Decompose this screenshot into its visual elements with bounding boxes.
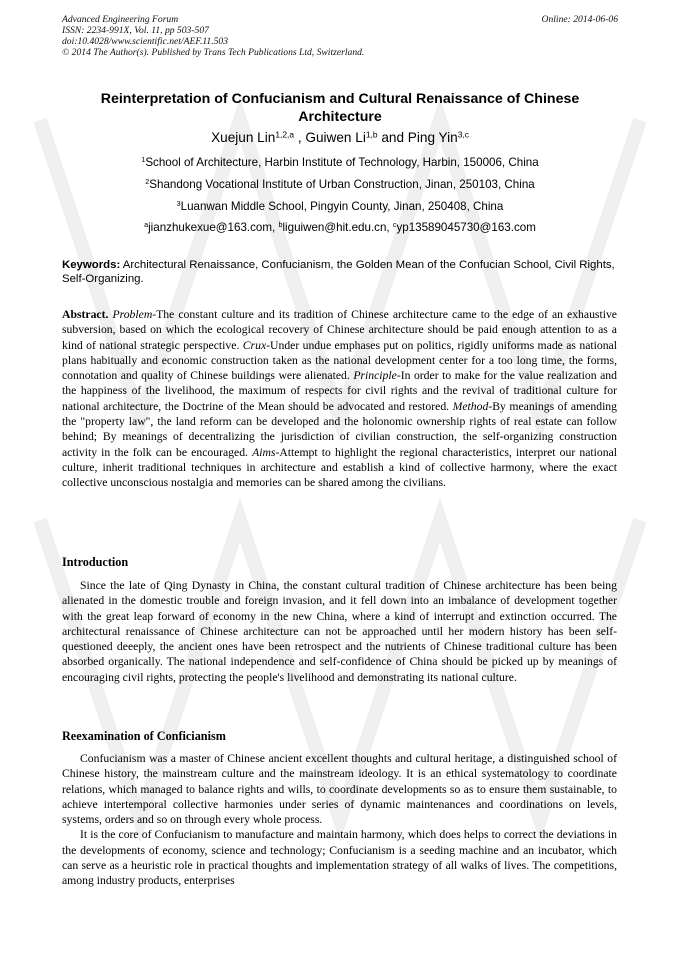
author-separator: ,	[294, 130, 306, 145]
email-address: jianzhukexue@163.com,	[148, 221, 279, 234]
email-sup: c	[392, 220, 397, 230]
abstract-principle-label: Principle	[353, 369, 397, 383]
abstract-method-text: -By meanings of amending the "property law", the land reform can be developed and the holonomic ownership rights of real estate can follow behind; By meanings of decentralizing the jurisdiction of civilian construction, the self-organizing construction activity in the folk can be encouraged.	[62, 399, 617, 459]
abstract-crux-label: Crux	[242, 338, 267, 352]
abstract-label: Abstract.	[62, 308, 109, 321]
author-sup: 1,b	[365, 129, 378, 140]
author-separator: and	[377, 130, 408, 145]
keywords-label: Keywords:	[62, 259, 121, 271]
abstract-problem-label: Problem	[112, 308, 153, 321]
author-name: Xuejun Lin	[211, 130, 276, 145]
abstract-principle-text: -In order to make for the value realization and the happiness of the livelihood, the maximum of respects for civil rights and the revival of traditional culture for national architecture, the Doctrine of the Mean should be advocated and restored.	[62, 369, 617, 413]
reexamination-body	[62, 751, 617, 889]
email-sup: a	[144, 220, 149, 230]
reexamination-paragraph: It is the core of Confucianism to manufacture and maintain harmony, which does helps to correct the deviations in the developments of economy, science and technology; Confucianism is a seeding machine and an incubator, which can serve as a heuristic role in practical thoughts and implementation strategy of all walks of lives. The competitions, among industry products, enterprises	[62, 828, 617, 888]
abstract-problem-text: -The constant culture and its tradition of Chinese architecture came to the edge of an exhaustive subversion, based on which the ecological recovery of Chinese architecture should be paid enough attention to as a kind of national strategic perspective.	[62, 308, 617, 352]
section-heading-reexamination: Reexamination of Conficianism	[62, 729, 226, 743]
paper-title: Reinterpretation of Confucianism and Cultural Renaissance of Chinese Architecture	[100, 91, 580, 125]
abstract	[62, 307, 617, 491]
affiliation-sup: 2	[145, 177, 150, 187]
journal-doi: doi:10.4028/www.scientific.net/AEF.11.503	[62, 36, 229, 47]
email-address: yp13589045730@163.com	[396, 221, 536, 234]
author-sup: 3,c	[457, 129, 469, 140]
affiliation-text: School of Architecture, Harbin Institute of Technology, Harbin, 150006, China	[145, 156, 539, 169]
author-name: Ping Yin	[407, 130, 458, 145]
abstract-aims-text: -Attempt to highlight the regional characteristics, interpret our national culture, inherit traditional techniques in architecture and establish a kind of collective harmony, where the exact collective unconscious nostalgia and memories can be shared among the civilians.	[62, 445, 618, 490]
email-sup: b	[278, 220, 283, 230]
email-line	[62, 221, 618, 235]
affiliation-text: Luanwan Middle School, Pingyin County, Jinan, 250408, China	[180, 200, 504, 213]
journal-issn: ISSN: 2234-991X, Vol. 11, pp 503-507	[62, 25, 209, 36]
journal-name: Advanced Engineering Forum	[62, 14, 179, 25]
online-date: Online: 2014-06-06	[541, 14, 618, 25]
abstract-aims-label: Aims	[252, 445, 276, 459]
email-address: liguiwen@hit.edu.cn,	[282, 221, 393, 234]
keywords-text: Architectural Renaissance, Confucianism, the Golden Mean of the Confucian School, Civil Rights, Self-Organizing.	[62, 259, 615, 285]
section-heading-introduction: Introduction	[62, 555, 129, 569]
affiliation-text: Shandong Vocational Institute of Urban Construction, Jinan, 250103, China	[149, 178, 535, 191]
keywords	[62, 258, 618, 286]
introduction-body	[62, 578, 617, 685]
journal-header	[62, 14, 618, 58]
introduction-paragraph: Since the late of Qing Dynasty in China, the constant cultural tradition of Chinese architecture has been being alienated in the domestic trouble and foreign invasion, and it fell down into an imbalance of development together with the great leap forward of economy in the new China, where a kind of interrupt and extinction occurred. The architectural renaissance of Chinese architecture can not be approached until her modern history has been self-questioned deeeply, the ancient ones have been retrospect and the nutrients of Chinese traditional culture has been absorbed organically. The national independence and self-confidence of China should be picked up by meanings of encouraging civil rights, protecting the people's livelihood and demonstrating its national culture.	[62, 579, 617, 684]
affiliation	[62, 156, 618, 170]
affiliation	[62, 178, 618, 192]
affiliation	[62, 200, 618, 214]
journal-copyright: © 2014 The Author(s). Published by Trans Tech Publications Ltd, Switzerland.	[62, 47, 365, 58]
abstract-crux-text: -Under undue emphases put on politics, rigidly uniforms made as national plans habitually and economic construction taken as the national development center for a too long time, the forms, connotation and quality of Chinese buildings were alienated.	[62, 338, 617, 383]
author-line	[62, 129, 618, 147]
abstract-method-label: Method	[452, 399, 489, 413]
author-sup: 1,2,a	[275, 129, 295, 140]
affiliation-sup: 3	[176, 199, 181, 209]
affiliation-sup: 1	[141, 155, 146, 165]
reexamination-paragraph: Confucianism was a master of Chinese ancient excellent thoughts and cultural heritage, a distinguished school of Chinese history, the mainstream culture and the mainstream ideology. It is an ethical systematology to coordinate relations, which managed to balance rights and wills, to coordinate developments so as to ensure them sustainable, to achieve intertemporal collective harmonies under series of dynamic maintenances and coordinations on levels, systems, orders and so on through every whole process.	[62, 752, 617, 827]
author-name: Guiwen Li	[305, 130, 366, 145]
